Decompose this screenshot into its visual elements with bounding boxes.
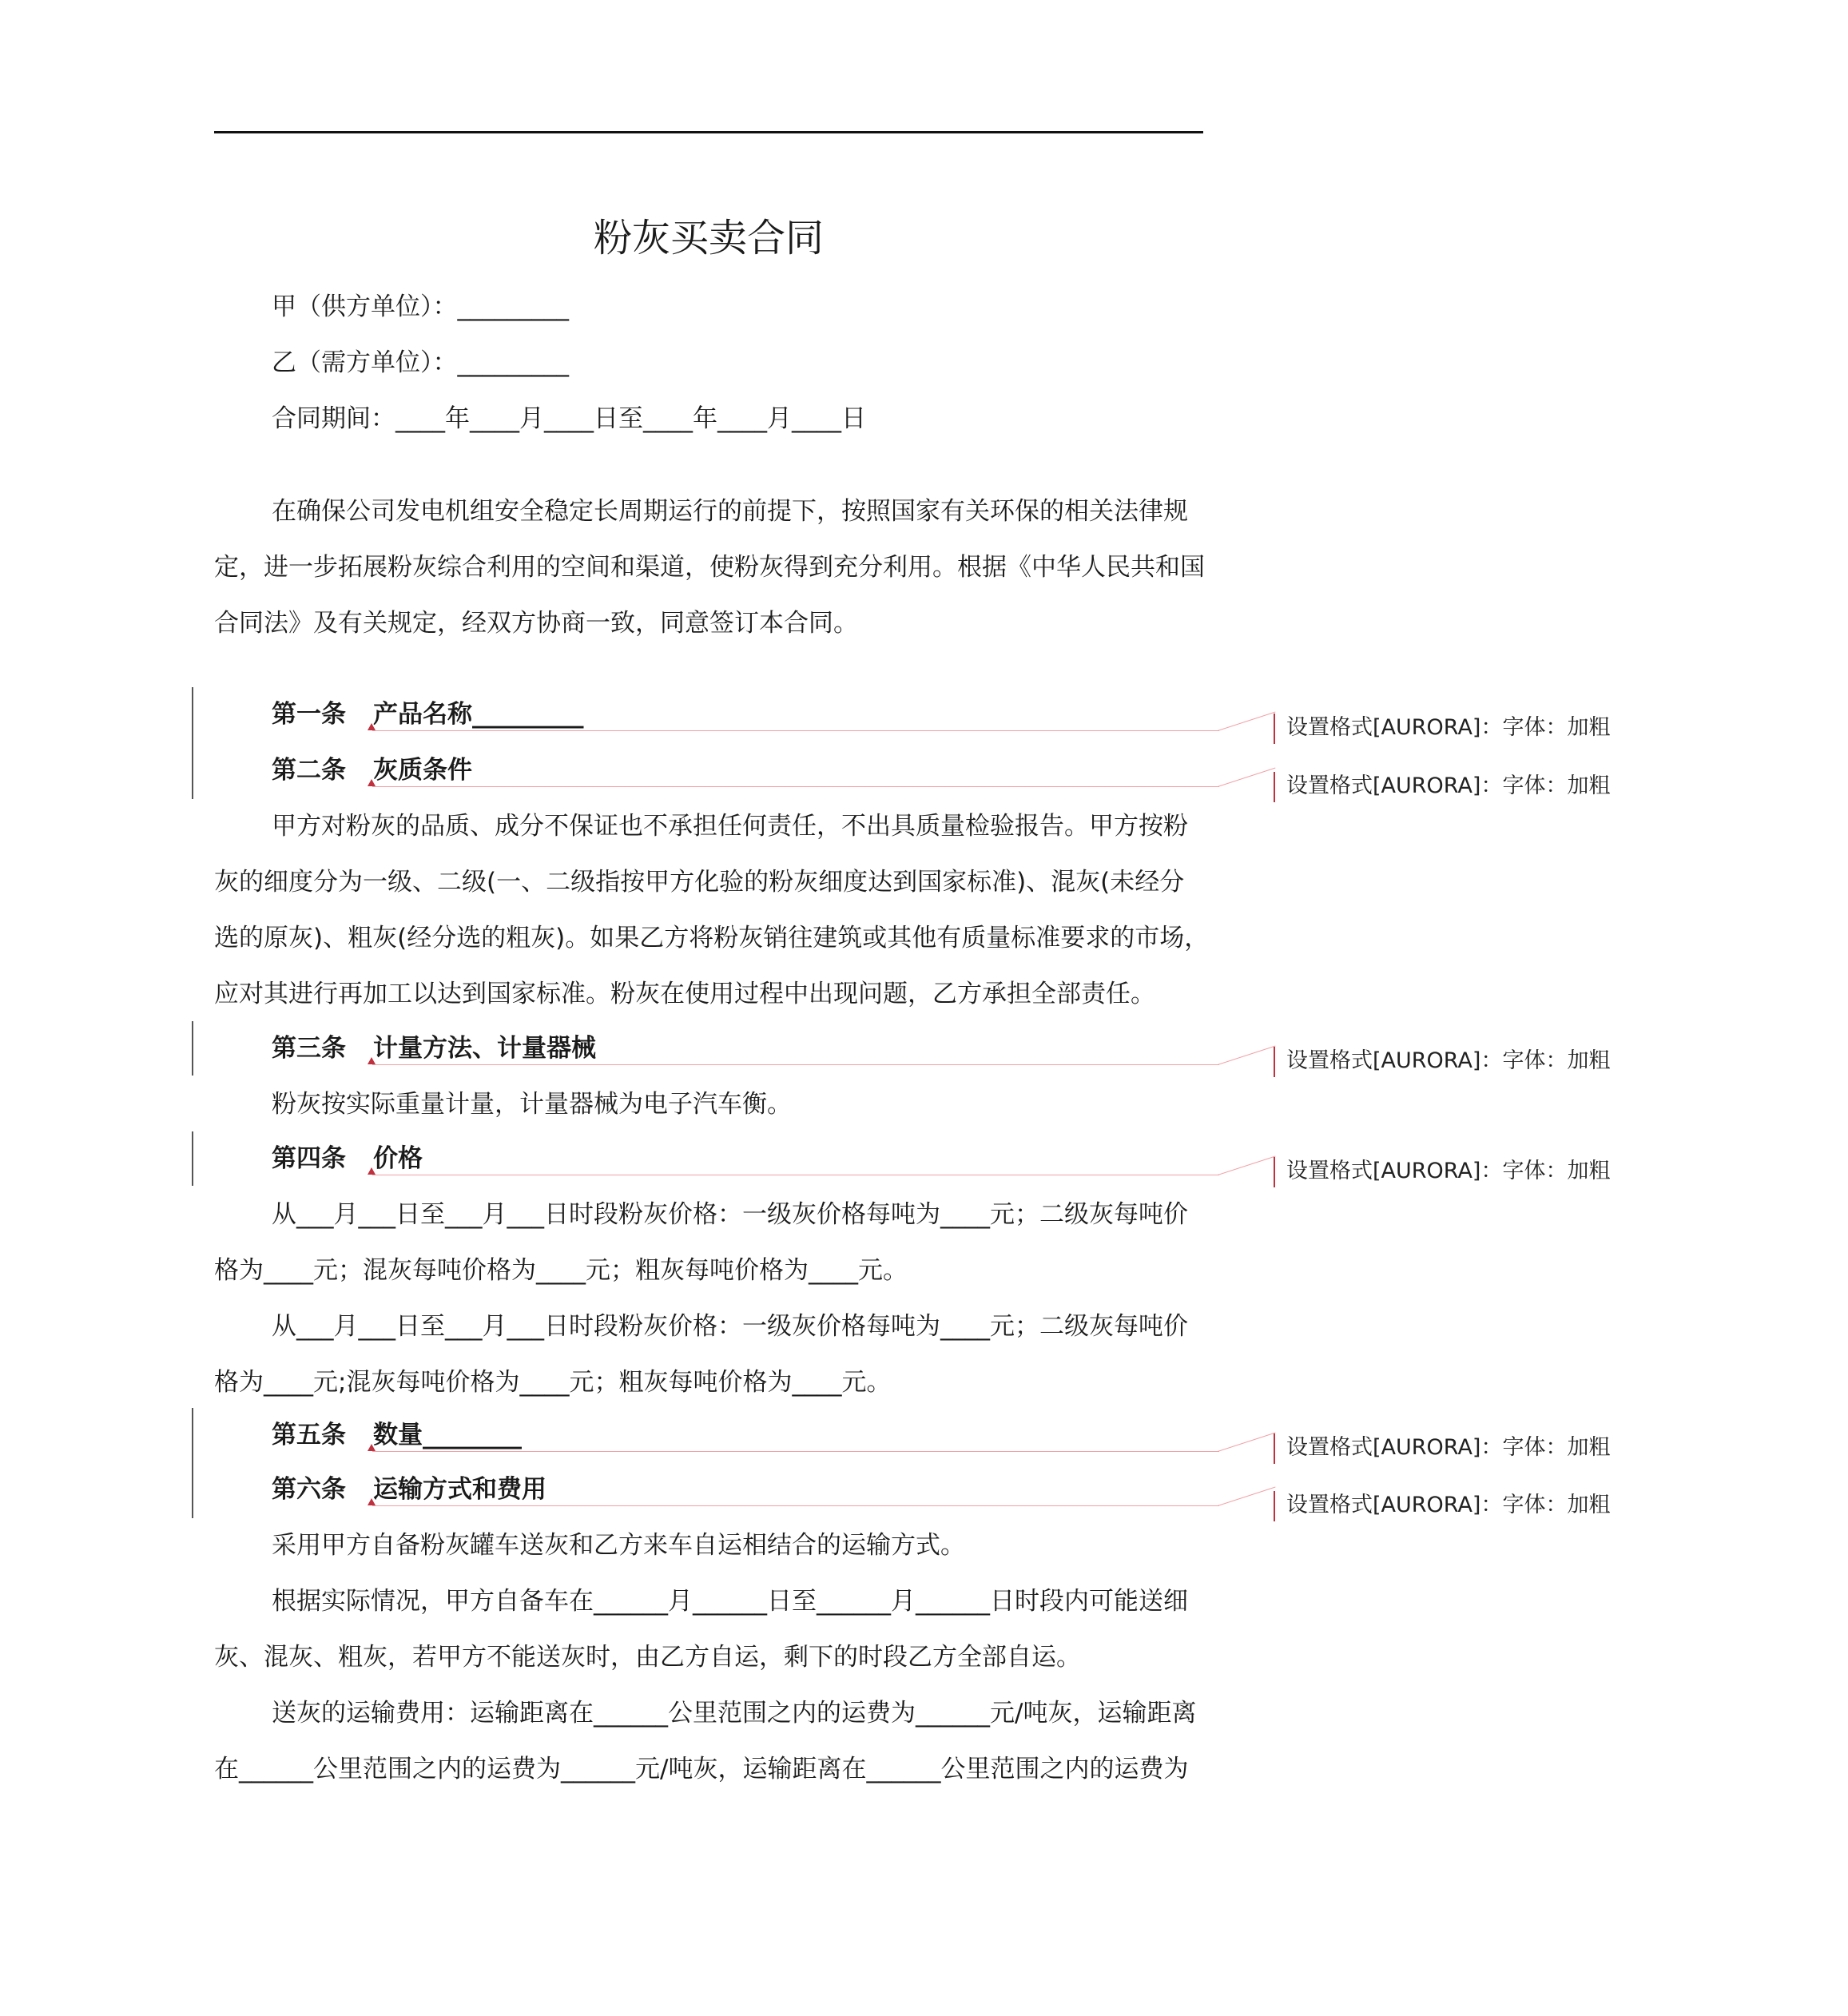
article-title: 价格: [373, 1144, 423, 1173]
comment-marker[interactable]: [1274, 1491, 1275, 1521]
article-number: 第六条: [272, 1475, 346, 1504]
comment-leader-line: [1218, 768, 1276, 787]
comment-leader-line: [1218, 1487, 1276, 1506]
article-6-body-line: 采用甲方自备粉灰罐车送灰和乙方来车自运相结合的运输方式。: [272, 1531, 965, 1560]
comment-leader-line: [372, 1064, 1219, 1065]
article-2-body-line: 选的原灰)、粗灰(经分选的粗灰)。如果乙方将粉灰销往建筑或其他有质量标准要求的市场，: [214, 924, 1210, 952]
format-comment[interactable]: 设置格式[AURORA]：字体：加粗: [1286, 1435, 1611, 1460]
article-6-body-line: 送灰的运输费用：运输距离在______公里范围之内的运费为______元/吨灰，运输距离: [272, 1699, 1197, 1728]
comment-leader-line: [1218, 1046, 1276, 1065]
format-comment[interactable]: 设置格式[AURORA]：字体：加粗: [1286, 1159, 1611, 1183]
article-2-body-line: 灰的细度分为一级、二级(一、二级指按甲方化验的粉灰细度达到国家标准)、混灰(未经分: [214, 868, 1185, 897]
comment-leader-line: [1218, 712, 1276, 731]
article-3-body-line: 粉灰按实际重量计量，计量器械为电子汽车衡。: [272, 1090, 792, 1119]
article-title: 运输方式和费用: [373, 1475, 546, 1504]
format-comment[interactable]: 设置格式[AURORA]：字体：加粗: [1286, 773, 1611, 798]
insertion-caret: [368, 1057, 376, 1064]
article-4-body-line: 格为____元；混灰每吨价格为____元；粗灰每吨价格为____元。: [214, 1256, 908, 1285]
article-number: 第五条: [272, 1421, 346, 1449]
article-4-body-line: 格为____元;混灰每吨价格为____元；粗灰每吨价格为____元。: [214, 1368, 892, 1397]
article-number: 第一条: [272, 700, 346, 729]
comment-leader-line: [372, 730, 1219, 731]
article-5-heading: [272, 1419, 522, 1451]
comment-marker[interactable]: [1274, 1157, 1275, 1187]
article-6-body-line: 灰、混灰、粗灰，若甲方不能送灰时，由乙方自运，剩下的时段乙方全部自运。: [214, 1643, 1081, 1672]
comment-leader-line: [372, 1451, 1219, 1452]
comment-marker[interactable]: [1274, 1433, 1275, 1464]
insertion-caret: [368, 1167, 376, 1175]
intro-paragraph-line: 合同法》及有关规定，经双方协商一致，同意签订本合同。: [214, 609, 858, 638]
header-rule: [214, 131, 1203, 133]
insertion-caret: [368, 779, 376, 786]
change-bar: [192, 1021, 193, 1076]
party-b-line: 乙（需方单位）：_________: [272, 348, 569, 377]
insertion-caret: [368, 723, 376, 730]
format-comment[interactable]: 设置格式[AURORA]：字体：加粗: [1286, 1493, 1611, 1517]
comment-marker[interactable]: [1274, 1047, 1275, 1077]
format-comment[interactable]: 设置格式[AURORA]：字体：加粗: [1286, 715, 1611, 740]
article-number: 第四条: [272, 1144, 346, 1173]
insertion-caret: [368, 1444, 376, 1451]
comment-marker[interactable]: [1274, 714, 1275, 744]
insertion-caret: [368, 1498, 376, 1505]
article-title: 数量________: [373, 1421, 522, 1449]
comment-leader-line: [372, 786, 1219, 787]
change-bar: [192, 1131, 193, 1186]
article-6-heading: [272, 1473, 546, 1505]
article-2-body-line: 应对其进行再加工以达到国家标准。粉灰在使用过程中出现问题，乙方承担全部责任。: [214, 980, 1155, 1008]
format-comment[interactable]: 设置格式[AURORA]：字体：加粗: [1286, 1048, 1611, 1073]
change-bar: [192, 687, 193, 799]
comment-marker[interactable]: [1274, 772, 1275, 802]
article-number: 第二条: [272, 756, 346, 785]
article-3-heading: [272, 1032, 596, 1064]
article-4-heading: [272, 1143, 423, 1175]
article-title: 计量方法、计量器械: [373, 1034, 596, 1063]
article-4-body-line: 从___月___日至___月___日时段粉灰价格：一级灰价格每吨为____元；二级灰每吨价: [272, 1312, 1188, 1341]
article-2-body-line: 甲方对粉灰的品质、成分不保证也不承担任何责任，不出具质量检验报告。甲方按粉: [272, 812, 1188, 841]
party-a-line: 甲（供方单位）：_________: [272, 292, 569, 321]
article-6-body-line: 根据实际情况，甲方自备车在______月______日至______月______日时段内可能送细: [272, 1587, 1188, 1616]
comment-leader-line: [1218, 1433, 1276, 1452]
contract-period-line: 合同期间：____年____月____日至____年____月____日: [272, 404, 866, 433]
article-number: 第三条: [272, 1034, 346, 1063]
change-bar: [192, 1408, 193, 1518]
intro-paragraph-line: 定，进一步拓展粉灰综合利用的空间和渠道，使粉灰得到充分利用。根据《中华人民共和国: [214, 553, 1205, 582]
article-4-body-line: 从___月___日至___月___日时段粉灰价格：一级灰价格每吨为____元；二级灰每吨价: [272, 1200, 1188, 1229]
article-title: 产品名称_________: [373, 700, 584, 729]
intro-paragraph-line: 在确保公司发电机组安全稳定长周期运行的前提下，按照国家有关环保的相关法律规: [272, 497, 1188, 526]
comment-leader-line: [372, 1505, 1219, 1506]
article-6-body-line: 在______公里范围之内的运费为______元/吨灰，运输距离在______公里范围之内的运费为: [214, 1755, 1189, 1783]
article-1-heading: [272, 698, 584, 730]
document-title: 粉灰买卖合同: [593, 216, 824, 260]
article-title: 灰质条件: [373, 756, 472, 785]
comment-leader-line: [1218, 1156, 1276, 1175]
